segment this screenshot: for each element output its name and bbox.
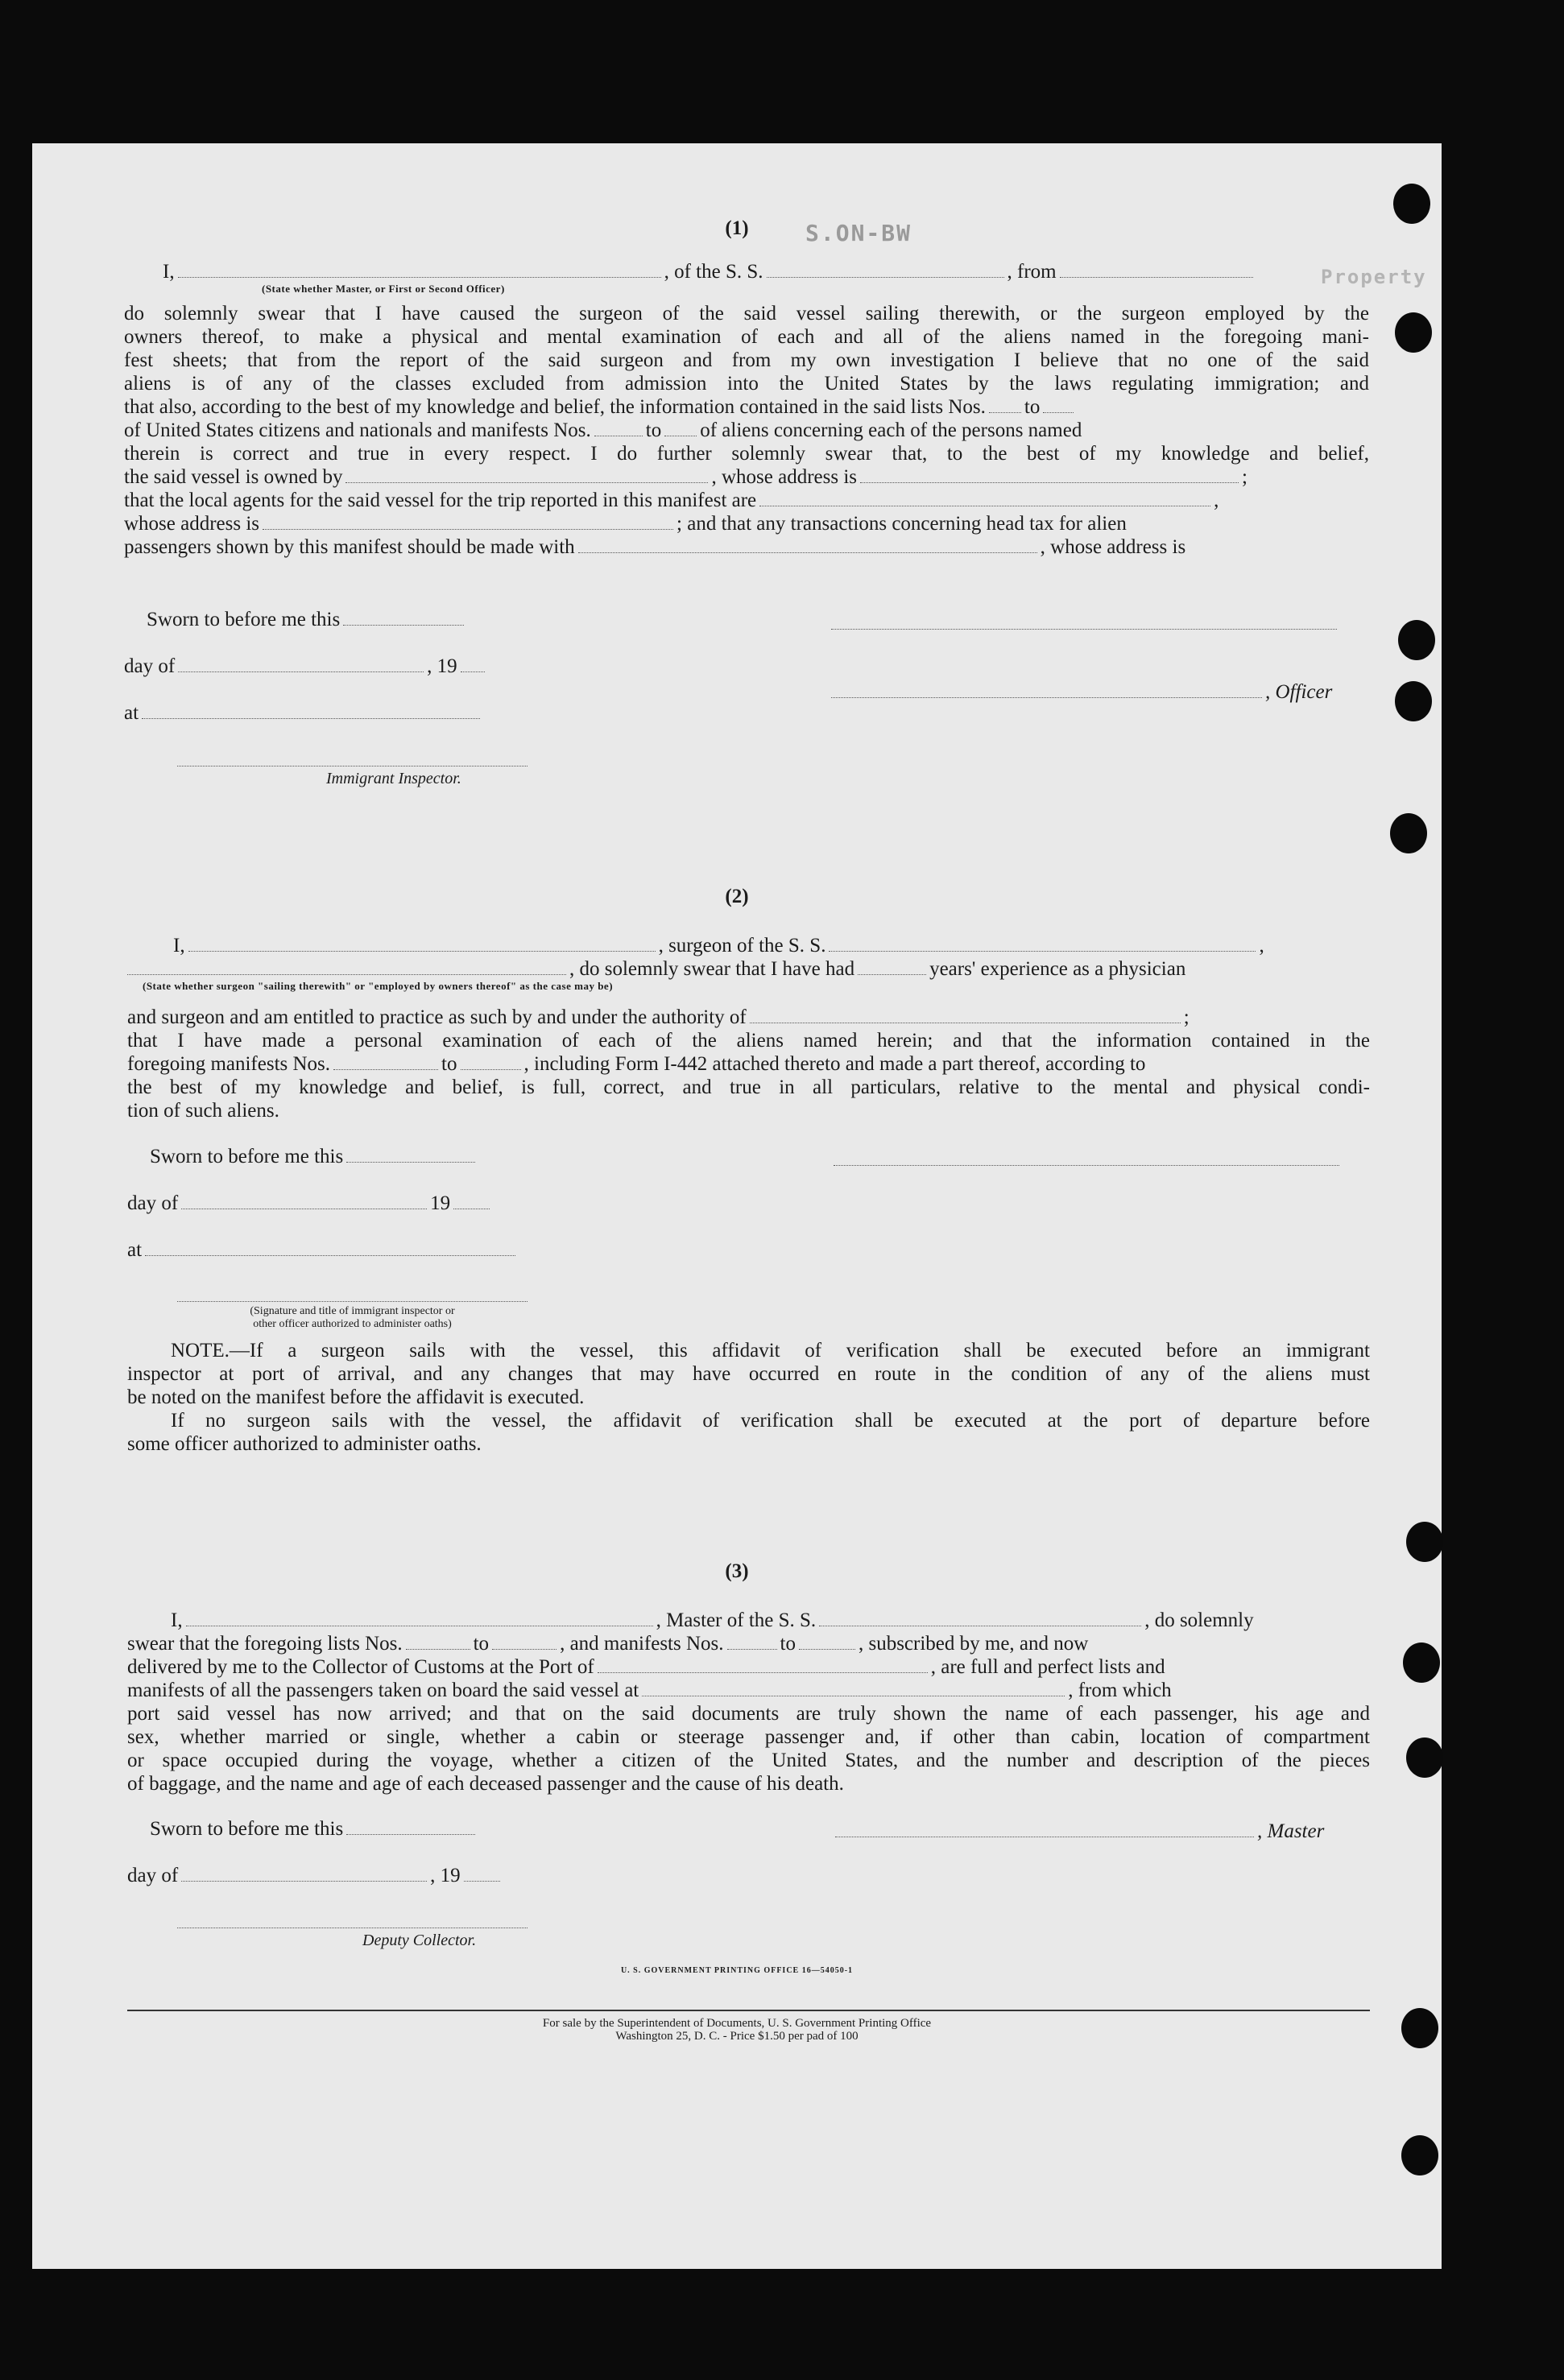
s3-day-of: day of , 19 (127, 1864, 503, 1887)
note-line-4: If no surgeon sails with the vessel, the affidavit of verification shall be executed at the port of departure before (171, 1410, 1370, 1432)
footer-rule (127, 2010, 1370, 2011)
section-1-number: (1) (725, 217, 749, 239)
s1-line-3: fest sheets; that from the report of the said surgeon and from my own investigation I believe that no one of the said (124, 349, 1369, 371)
punch-hole (1395, 312, 1432, 353)
punch-hole (1398, 620, 1435, 660)
officer-note: (State whether Master, or First or Second Officer) (262, 283, 505, 295)
s2-sworn: Sworn to before me this (150, 1145, 478, 1168)
s2-at: at (127, 1238, 519, 1262)
s1-line-5: that also, according to the best of my knowledge and belief, the information contained in the said lists Nos. to (124, 395, 1077, 419)
punch-hole (1401, 2008, 1438, 2048)
s3-line-7: or space occupied during the voyage, whether a citizen of the United States, and the number and description of the pieces (127, 1750, 1370, 1771)
deputy-collector-caption: Deputy Collector. (362, 1932, 477, 1949)
s3-sworn: Sworn to before me this (150, 1817, 478, 1841)
s1-line-4: aliens is of any of the classes excluded from admission into the United States by the laws regulating immigration; and (124, 373, 1369, 395)
note-line-5: some officer authorized to administer oaths. (127, 1433, 482, 1455)
s1-line-8: the said vessel is owned by , whose address is ; (124, 466, 1247, 488)
s2-line-7: tion of such aliens. (127, 1100, 279, 1122)
s2-line-1: I, , surgeon of the S. S. , (173, 935, 1264, 957)
s1-sworn: Sworn to before me this (147, 608, 467, 631)
s1-inspector-line (177, 765, 528, 766)
s2-line-4: that I have made a personal examination of each of the aliens named herein; and that the information contained in the (127, 1030, 1370, 1052)
punch-hole (1390, 813, 1427, 853)
note-line-3: be noted on the manifest before the affidavit is executed. (127, 1386, 585, 1408)
s3-line-8: of baggage, and the name and age of each deceased passenger and the cause of his death. (127, 1773, 844, 1795)
s2-line-3: and surgeon and am entitled to practice as such by and under the authority of ; (127, 1006, 1190, 1028)
s3-line-1: I, , Master of the S. S. , do solemnly (171, 1609, 1254, 1631)
s1-line-10: whose address is ; and that any transactions concerning head tax for alien (124, 513, 1127, 535)
s1-day-of: day of , 19 (124, 655, 488, 678)
s3-line-4: manifests of all the passengers taken on board the said vessel at , from which (127, 1680, 1172, 1701)
s2-line-6: the best of my knowledge and belief, is full, correct, and true in all particulars, relative to the mental and physical condi- (127, 1076, 1370, 1098)
note-line-2: inspector at port of arrival, and any changes that may have occurred en route in the condition of any of the aliens must (127, 1363, 1370, 1385)
manifest-affidavit-page (32, 143, 1442, 2269)
s1-line-6: of United States citizens and nationals and manifests Nos. to of aliens concerning each of the persons named (124, 419, 1082, 441)
s1-line-7: therein is correct and true in every respect. I do further solemnly swear that, to the best of my knowledge and belief, (124, 443, 1369, 465)
s1-signature-line-1 (831, 628, 1337, 630)
s1-header-line: I, , of the S. S. , from (163, 260, 1256, 283)
surgeon-note: (State whether surgeon "sailing therewith" or "employed by owners thereof" as the case may be) (143, 980, 614, 992)
margin-stamp: Property (1321, 266, 1427, 288)
s3-line-5: port said vessel has now arrived; and that on the said documents are truly shown the name of each passenger, his age and (127, 1703, 1370, 1725)
s3-line-2: swear that the foregoing lists Nos. to , and manifests Nos. to , subscribed by me, and now (127, 1633, 1089, 1655)
s1-line-2: owners thereof, to make a physical and mental examination of each and all of the aliens named in the foregoing mani- (124, 326, 1369, 348)
punch-hole (1395, 681, 1432, 721)
s2-inspector-line (177, 1300, 528, 1302)
top-stamp: S.ON-BW (805, 220, 912, 246)
s1-at: at (124, 701, 483, 725)
s1-line-11: passengers shown by this manifest should be made with , whose address is (124, 536, 1186, 558)
s1-line-1: do solemnly swear that I have caused the surgeon of the said vessel sailing therewith, or the surgeon employed by the (124, 303, 1369, 324)
s1-officer-line: , Officer (831, 680, 1332, 704)
s2-signature-line (834, 1164, 1339, 1166)
punch-hole (1403, 1642, 1440, 1683)
sale-notice: For sale by the Superintendent of Documents, U. S. Government Printing Office Washington 25, D. C. - Price $1.50 per pad of 100 (542, 2017, 932, 2043)
s2-day-of: day of 19 (127, 1192, 493, 1215)
s1-line-9: that the local agents for the said vessel for the trip reported in this manifest are , (124, 490, 1219, 511)
punch-hole (1401, 2135, 1438, 2175)
gpo-imprint: U. S. GOVERNMENT PRINTING OFFICE 16—54050-1 (620, 1966, 854, 1975)
s3-master-line: , Master (835, 1820, 1324, 1843)
s3-line-3: delivered by me to the Collector of Customs at the Port of , are full and perfect lists and (127, 1656, 1165, 1678)
s2-signature-note: (Signature and title of immigrant inspector or other officer authorized to administer oaths) (250, 1305, 455, 1330)
note-line-1: NOTE.—If a surgeon sails with the vessel, this affidavit of verification shall be executed before an immigrant (171, 1340, 1370, 1361)
s2-line-5: foregoing manifests Nos. to , including Form I-442 attached thereto and made a part thereof, according to (127, 1053, 1146, 1075)
punch-hole (1393, 184, 1430, 224)
section-3-number: (3) (725, 1560, 749, 1582)
s3-line-6: sex, whether married or single, whether a cabin or steerage passenger and, if other than cabin, location of compartment (127, 1726, 1370, 1748)
s3-collector-line (177, 1927, 528, 1928)
immigrant-inspector-caption: Immigrant Inspector. (326, 770, 461, 787)
punch-hole (1406, 1737, 1443, 1778)
punch-hole (1406, 1522, 1443, 1562)
section-2-number: (2) (725, 886, 749, 907)
s2-line-2: , do solemnly swear that I have had years' experience as a physician (127, 957, 1185, 981)
